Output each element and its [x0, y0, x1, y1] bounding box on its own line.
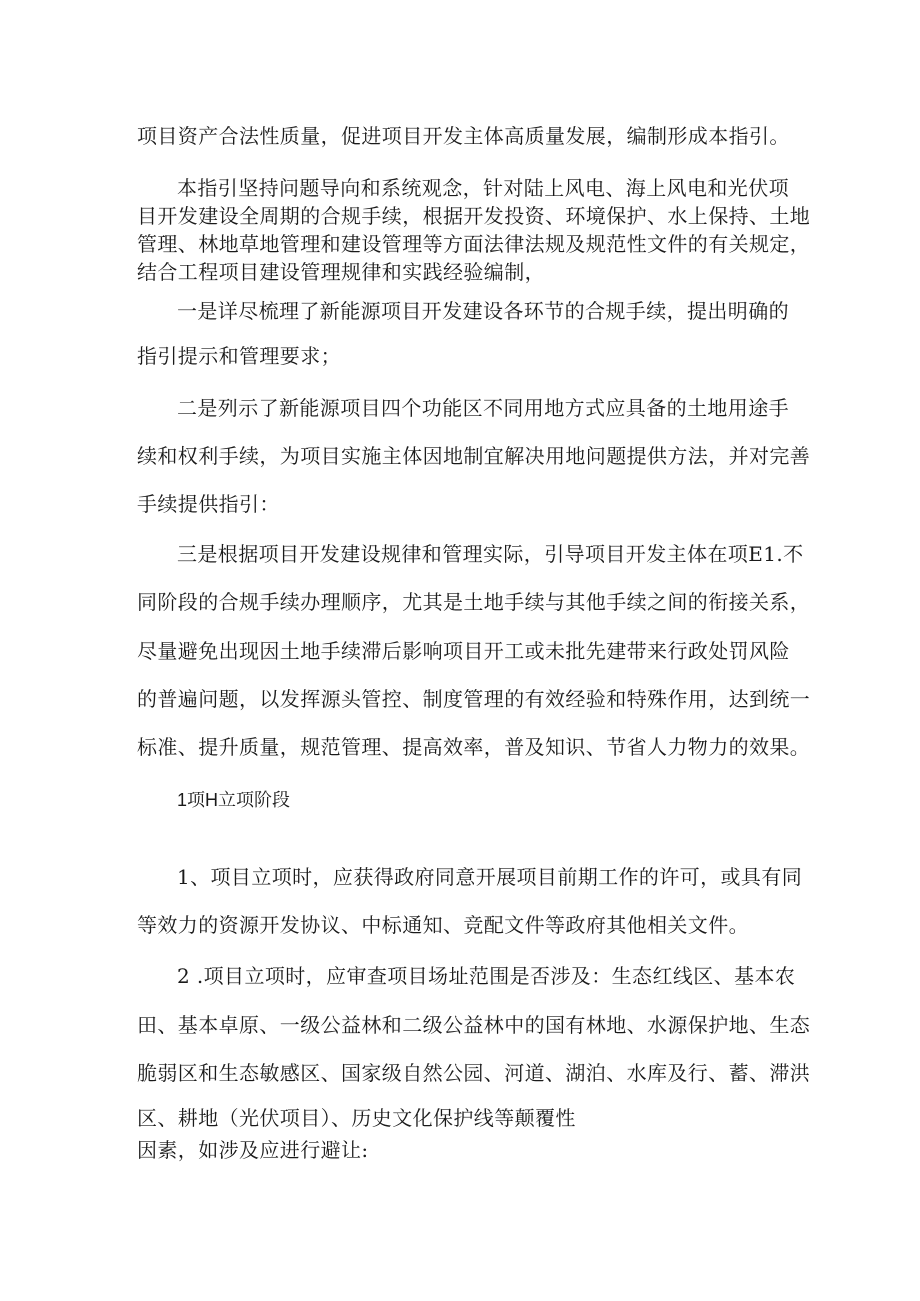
paragraph-line: 标准、提升质量，规范管理、提高效率，普及知识、节省人力物力的效果。 [137, 735, 811, 759]
paragraph-line: 结合工程项目建设管理规律和实践经验编制， [137, 260, 545, 284]
paragraph-line: 三是根据项目开发建设规律和管理实际，引导项目开发主体在项E1.不 [177, 542, 804, 566]
paragraph-line: 一是详尽梳理了新能源项目开发建设各环节的合规手续，提出明确的 [177, 299, 789, 323]
paragraph-line: 指引提示和管理要求； [137, 344, 341, 368]
paragraph-line: 二是列示了新能源项目四个功能区不同用地方式应具备的土地用途手 [177, 396, 789, 420]
section-heading: 1项H立项阶段 [177, 790, 291, 810]
paragraph-line: 因素，如涉及应进行避让: [137, 1138, 369, 1162]
paragraph-line: 2 .项目立项时，应审查项目场址范围是否涉及：生态红线区、基本农 [177, 964, 796, 988]
paragraph-line: 项目资产合法性质量，促进项目开发主体高质量发展，编制形成本指引。 [137, 124, 790, 148]
paragraph-line: 目开发建设全周期的合规手续，根据开发投资、环境保护、水上保持、土地 [137, 204, 811, 228]
paragraph-line: 等效力的资源开发协议、中标通知、竞配文件等政府其他相关文件。 [137, 913, 749, 937]
paragraph-line: 区、耕地（光伏项目）、历史文化保护线等颠覆性 [137, 1106, 576, 1130]
paragraph-line: 尽量避免出现因土地手续滞后影响项目开工或未批先建带来行政处罚风险 [137, 639, 790, 663]
paragraph-line: 续和权利手续，为项目实施主体因地制宜解决用地问题提供方法，并对完善 [137, 444, 811, 468]
paragraph-line: 管理、林地草地管理和建设管理等方面法律法规及规范性文件的有关规定， [137, 232, 811, 256]
paragraph-line: 田、基本卓原、一级公益林和二级公益林中的国有林地、水源保护地、生态 [137, 1013, 811, 1037]
paragraph-line: 1、项目立项时，应获得政府同意开展项目前期工作的许可，或具有同 [177, 865, 803, 889]
paragraph-line: 的普遍问题，以发挥源头管控、制度管理的有效经验和特殊作用，达到统一 [137, 687, 811, 711]
paragraph-line: 脆弱区和生态敏感区、国家级自然公园、河道、湖泊、水库及行、蓄、滞洪 [137, 1061, 811, 1085]
paragraph-line: 同阶段的合规手续办理顺序，尤其是土地手续与其他手续之间的衔接关系， [137, 590, 811, 614]
paragraph-line: 本指引坚持问题导向和系统观念，针对陆上风电、海上风电和光伏项 [177, 176, 789, 200]
paragraph-line: 手续提供指引： [137, 492, 280, 516]
